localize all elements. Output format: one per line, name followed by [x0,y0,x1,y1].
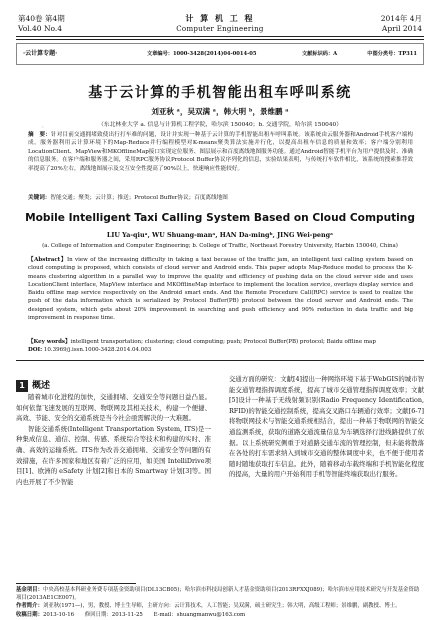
article-meta-bar [16,43,424,65]
footnote-rule [16,583,136,584]
journal-cn: 计 算 机 工 程 [185,13,255,23]
volume-info [18,14,65,34]
abstract-cn [28,131,413,173]
section-title: 概述 [32,381,51,391]
classification-number: 中图分类号：TP311 [367,51,417,57]
doi-line [28,346,151,354]
footnote-text: 中央高校基本科研业务费专项基金资助项目(DL13CB05)；哈尔滨市科技局创新人才基金资助项目(2013RFXXJ089)；哈尔滨市应用技术研究与开发基金资助项目(2013AE1CE007)。 [16,587,420,602]
paragraph: 智能交通系统(Intelligent Transportation System, ITS)是一种集成信息、通信、控制、传感、系统综合等技术和构建的实时、准确、高效的运输系统。ITS作为改善交通拥堵、交通安全等问题的有效措施，在许多国家和地区有着广泛的应用，如美国 IntelliDrive项目[1]、欧洲的 eSafety 计划[2]和日本的 Smartway 计划[3]等。国内也开展了不少智能 [16,424,211,486]
doi-value: 10.3969/j.issn.1000-3428.2014.04.003 [43,347,152,353]
section-heading [16,378,50,392]
paper-title-cn: 基于云计算的手机智能出租车呼叫系统 [88,85,352,101]
column-label: ·云计算专题· [23,50,58,57]
volume-en: Vol.40 No.4 [18,24,63,33]
footnote-author-bio [16,602,424,610]
article-number: 文章编号：1000-3428(2014)04-0014-05 [147,51,257,57]
authors-en: LIU Ya-qiuᵃ, WU Shuang-manᵃ, HAN Da-mingᵇ, JING Wei-pengᵃ [106,231,334,239]
journal-en: Computer Engineering [176,25,264,33]
keywords-cn [28,194,413,202]
affiliation-cn: （东北林业大学 a. 信息与计算机工程学院，哈尔滨 150040；b. 交通学院，哈尔滨 150040） [97,122,343,128]
paragraph: 交通方面的研究：文献[4]提出一种网络环境下基于WebGIS的城市智能交通管理指挥调度系统，提高了城市交通管理指挥调度效率；文献[5]设计一种基于无线射频识别(Radio Frequency Identification, RFID)的智能交通控制系统，提高交叉路口车辆通行效率；文献[6-7]将物联网技术与智能交通系统相结合，提出一种基于物联网的智能交通监测系统，获取的道路交通流量信息为车辆选择行进线路提供了依据。以上系统研究侧重于对道路交通车流的管理控制，但未能将散落在各处的打车需求纳入到城市交通的整体调度中来，也不便于使用者随时随地获取打车信息。此外，随着移动车载终端和手机智能化程度的提高，大量的用户开始利用手机等智能终端获取出行服务。 [229,375,424,479]
journal-name [150,13,290,35]
footnote-label: 作者简介： [16,603,43,609]
paragraph: 随着城市化进程的加快，交通拥堵、交通安全等问题日益凸显。如何依靠飞速发展的互联网、物联网及其相关技术，构建一个便捷、高效、节能、安全的交通系统是当今社会亟需解决的一大难题。 [16,393,211,423]
issue-date [381,14,422,34]
section-number: 1 [16,380,28,392]
abstract-en-text: In view of the increasing difficulty in taking a taxi because of the traffic jam, an intelligent taxi calling system based on cloud computing is proposed, which consists of cloud server and Android ends. This paper adopts Map-Reduce model to process the K-means clustering algorithm in a parallel way to improve the quality and efficiency of pushing data on the cloud server side and uses LocationClient interface, MapView interface and MKOfflineMap interface to implement the location service, overlays display service and Baidu offline map service respectively on the Android smart ends. And the Remote Procedure Call(RPC) service is used to realize the push of the data information which is serialized by Protocol Buffer(PB) protocol between the cloud server and Android ends. The designed system, which gets about 20% improvement in searching and push efficiency and 90% reduction in data traffic and big improvement in response time. [28,257,413,322]
authors-cn: 刘亚秋 ᵃ，吴双满 ᵃ，韩大明 ᵇ，景维鹏 ᵃ [151,107,289,116]
header-rule-thin [16,39,424,40]
keywords-cn-text: 智能交通；聚类；云计算；推送；Protocol Buffer协议；百度离线地图 [50,195,228,201]
abstract-en-label: 【Abstract】 [28,257,67,263]
keywords-cn-label: 关键词： [28,195,51,201]
section-divider [16,360,424,361]
header-rule-thick [16,36,424,37]
footnote-funding [16,586,424,602]
abstract-cn-text: 针对目前交通拥堵致使出行打车难的问题，设计并实现一种基于云计算的手机智能出租车呼叫系统。该系统由云服务器和Android手机客户端构成。服务器利用云计算环境下的Map-Reduce并行编程模型对K-means聚类算法实施并行化，以提高出租车信息的质量和效率；客户端分别利用LocationClient、MapView和MKOfflineMap接口实现定位服务、图层展示和百度离线地图服务功能。通过Android智能手机平台为用户提供及时、准确的信息服务。在客户端和服务器之间，采用RPC服务协议Protocol Buffer协议序列化的信息，实验结果表明，与传统打车软件相比，该系统的搜索推荐效率提高了20%左右，离线地图展示及交互安全性提高了90%以上，快速响应性能较好。 [28,132,413,172]
abstract-en [28,256,413,322]
date-cn: 2014年 4月 [380,14,422,23]
keywords-en [28,338,413,346]
body-column-right [229,374,424,480]
footnote-text: 2013-10-16 修回日期：2013-11-25 E-mail：shuangmanwu@163.com [42,612,246,618]
footnote-label: 基金项目： [16,587,43,593]
keywords-en-label: 【Key words】 [28,339,71,345]
volume-cn: 第40卷 第4期 [18,14,65,23]
body-column-left [16,392,211,487]
keywords-en-text: intelligent transportation; clustering; cloud computing; push; Protocol Buffer(PB) protocol; Baidu offline map [70,339,376,345]
paper-title-en: Mobile Intelligent Taxi Calling System Based on Cloud Computing [25,212,415,224]
footnote-text: 刘亚秋(1971—)，男，教授、博士生导师，主研方向：云计算技术，人工智能；吴双满，硕士研究生；韩大明，高级工程师；景维鹏，副教授、博士。 [42,603,401,609]
footnote-dates [16,611,424,619]
abstract-cn-label: 摘 要： [28,132,52,138]
footnote-label: 收稿日期： [16,612,43,618]
doi-label: DOI: [28,347,43,353]
watermark-mark: . [37,119,47,132]
affiliation-en: (a. College of Information and Computer Engineering; b. College of Traffic, Northeast Forestry University, Harbin 150040, China) [42,243,398,249]
document-code: 文献标识码：A [302,51,338,57]
date-en: April 2014 [381,24,422,33]
